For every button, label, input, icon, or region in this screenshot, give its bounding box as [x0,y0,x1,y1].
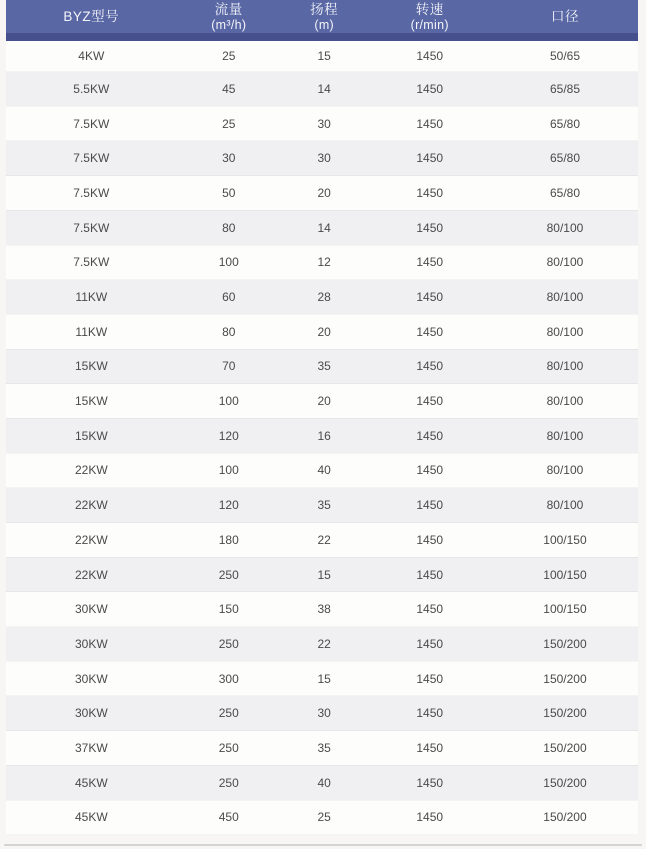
cell-speed: 1450 [367,523,492,558]
cell-head: 38 [281,592,368,627]
cell-head: 35 [281,349,368,384]
header-label-speed: 转速 [415,2,444,17]
table-row [6,210,638,245]
table-row [6,557,638,592]
page-bottom-rule [4,844,642,846]
cell-flow: 70 [177,349,281,384]
cell-flow: 120 [177,488,281,523]
cell-model: 45KW [6,800,177,835]
cell-speed: 1450 [367,418,492,453]
table-row [6,176,638,211]
cell-speed: 1450 [367,696,492,731]
header-cell-model [6,0,177,37]
cell-model: 22KW [6,488,177,523]
header-unit-flow: (m³/h) [211,17,247,32]
cell-model: 22KW [6,557,177,592]
cell-head: 16 [281,418,368,453]
table-row [6,418,638,453]
cell-flow: 250 [177,765,281,800]
table-row [6,523,638,558]
cell-model: 4KW [6,37,177,72]
table-row [6,661,638,696]
cell-diameter: 80/100 [492,245,638,280]
cell-speed: 1450 [367,627,492,662]
table-row [6,141,638,176]
cell-speed: 1450 [367,557,492,592]
cell-diameter: 80/100 [492,384,638,419]
table-row [6,696,638,731]
table-row [6,731,638,766]
cell-speed: 1450 [367,72,492,107]
header-unit-speed: (r/min) [410,17,449,32]
cell-model: 11KW [6,314,177,349]
cell-head: 22 [281,627,368,662]
cell-flow: 180 [177,523,281,558]
cell-head: 35 [281,731,368,766]
cell-head: 40 [281,453,368,488]
cell-flow: 150 [177,592,281,627]
cell-speed: 1450 [367,453,492,488]
cell-speed: 1450 [367,314,492,349]
cell-flow: 80 [177,210,281,245]
cell-head: 30 [281,141,368,176]
cell-speed: 1450 [367,731,492,766]
table-row [6,765,638,800]
table-row [6,349,638,384]
table-row [6,280,638,315]
cell-flow: 300 [177,661,281,696]
cell-flow: 100 [177,245,281,280]
header-label-head: 扬程 [310,2,339,17]
cell-head: 20 [281,314,368,349]
cell-diameter: 100/150 [492,592,638,627]
cell-model: 30KW [6,627,177,662]
cell-model: 37KW [6,731,177,766]
cell-flow: 250 [177,557,281,592]
cell-head: 28 [281,280,368,315]
cell-model: 5.5KW [6,72,177,107]
header-cell-diameter [492,0,638,37]
cell-diameter: 150/200 [492,765,638,800]
cell-diameter: 150/200 [492,661,638,696]
cell-model: 7.5KW [6,210,177,245]
cell-speed: 1450 [367,210,492,245]
table-row [6,106,638,141]
cell-flow: 60 [177,280,281,315]
cell-diameter: 80/100 [492,488,638,523]
cell-diameter: 65/80 [492,106,638,141]
table-row [6,592,638,627]
table-row [6,72,638,107]
cell-flow: 250 [177,627,281,662]
cell-model: 22KW [6,523,177,558]
cell-model: 7.5KW [6,176,177,211]
cell-speed: 1450 [367,141,492,176]
cell-diameter: 150/200 [492,731,638,766]
table-row [6,800,638,835]
header-cell-head [281,0,368,37]
table-row [6,627,638,662]
cell-diameter: 80/100 [492,280,638,315]
cell-flow: 30 [177,141,281,176]
header-cell-flow [177,0,281,37]
table-row [6,384,638,419]
cell-model: 7.5KW [6,245,177,280]
cell-head: 20 [281,176,368,211]
cell-head: 15 [281,557,368,592]
cell-speed: 1450 [367,765,492,800]
cell-diameter: 50/65 [492,37,638,72]
cell-speed: 1450 [367,661,492,696]
cell-head: 12 [281,245,368,280]
cell-head: 15 [281,37,368,72]
cell-flow: 25 [177,37,281,72]
cell-diameter: 150/200 [492,800,638,835]
cell-head: 22 [281,523,368,558]
cell-diameter: 150/200 [492,696,638,731]
cell-head: 14 [281,72,368,107]
cell-model: 7.5KW [6,106,177,141]
cell-speed: 1450 [367,106,492,141]
table-header-row [6,0,638,37]
cell-flow: 120 [177,418,281,453]
cell-flow: 50 [177,176,281,211]
cell-diameter: 80/100 [492,418,638,453]
cell-speed: 1450 [367,37,492,72]
cell-diameter: 100/150 [492,557,638,592]
cell-flow: 25 [177,106,281,141]
table-row [6,488,638,523]
header-unit-head: (m) [314,17,334,32]
cell-diameter: 150/200 [492,627,638,662]
cell-diameter: 100/150 [492,523,638,558]
cell-model: 15KW [6,349,177,384]
cell-diameter: 65/80 [492,141,638,176]
cell-model: 30KW [6,592,177,627]
cell-speed: 1450 [367,245,492,280]
cell-speed: 1450 [367,384,492,419]
cell-diameter: 65/85 [492,72,638,107]
cell-diameter: 65/80 [492,176,638,211]
cell-head: 35 [281,488,368,523]
cell-model: 30KW [6,696,177,731]
header-label-diameter: 口径 [550,9,579,25]
cell-head: 25 [281,800,368,835]
cell-flow: 80 [177,314,281,349]
cell-speed: 1450 [367,592,492,627]
cell-speed: 1450 [367,280,492,315]
cell-model: 15KW [6,384,177,419]
table-row [6,314,638,349]
cell-diameter: 80/100 [492,453,638,488]
table-body [6,37,638,835]
cell-head: 30 [281,696,368,731]
cell-diameter: 80/100 [492,349,638,384]
cell-flow: 100 [177,384,281,419]
cell-flow: 450 [177,800,281,835]
pump-spec-table [6,0,638,835]
cell-head: 20 [281,384,368,419]
cell-model: 30KW [6,661,177,696]
cell-model: 11KW [6,280,177,315]
table-row [6,245,638,280]
cell-model: 15KW [6,418,177,453]
cell-model: 7.5KW [6,141,177,176]
cell-flow: 100 [177,453,281,488]
cell-model: 45KW [6,765,177,800]
cell-head: 30 [281,106,368,141]
cell-speed: 1450 [367,176,492,211]
cell-speed: 1450 [367,349,492,384]
cell-diameter: 80/100 [492,210,638,245]
cell-head: 40 [281,765,368,800]
cell-speed: 1450 [367,800,492,835]
table-row [6,453,638,488]
cell-model: 22KW [6,453,177,488]
table-row [6,37,638,72]
header-label-flow: 流量 [214,2,243,17]
cell-diameter: 80/100 [492,314,638,349]
cell-speed: 1450 [367,488,492,523]
header-cell-speed [367,0,492,37]
cell-head: 15 [281,661,368,696]
cell-flow: 250 [177,731,281,766]
cell-flow: 250 [177,696,281,731]
header-label-model: BYZ型号 [63,9,120,25]
cell-head: 14 [281,210,368,245]
cell-flow: 45 [177,72,281,107]
